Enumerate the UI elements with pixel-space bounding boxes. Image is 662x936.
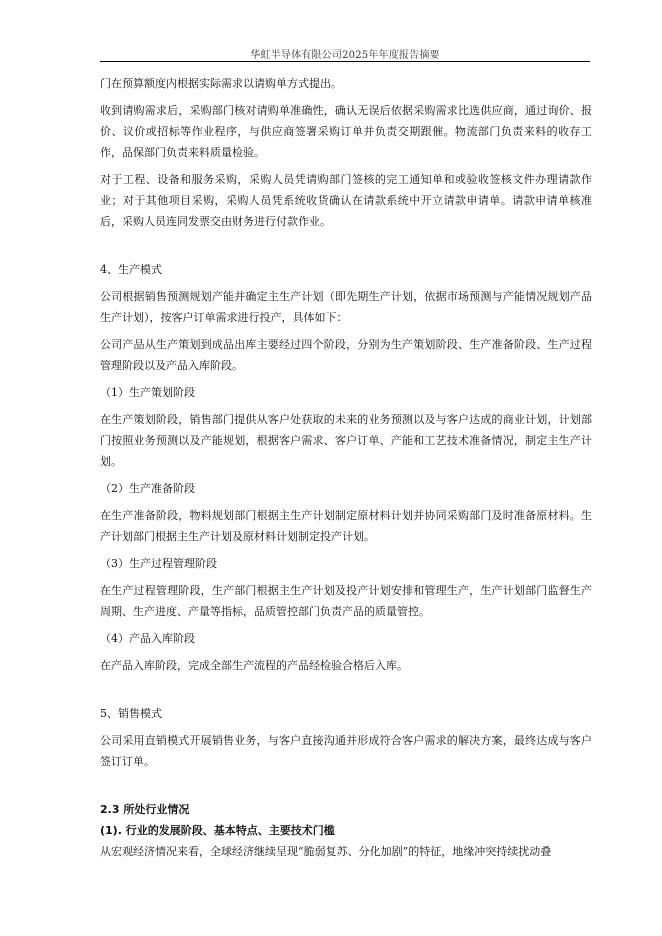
paragraph: 收到请购需求后，采购部门核对请购单准确性，确认无误后依据采购需求比选供应商，通过询价、报价、议价或招标等作业程序，与供应商签署采购订单并负责交期跟催。物流部门负责来料的收存工作，品保部门负责来料质量检验。 bbox=[100, 104, 592, 159]
paragraph: 从宏观经济情况来看，全球经济继续呈现“脆弱复苏、分化加剧”的特征，地缘冲突持续扰动叠 bbox=[100, 845, 552, 858]
paragraph: 公司采用直销模式开展销售业务，与客户直接沟通并形成符合客户需求的解决方案，最终达成与客户签订订单。 bbox=[100, 734, 592, 768]
section-heading-production: 4、生产模式 bbox=[100, 263, 162, 276]
section-heading-sales: 5、销售模式 bbox=[100, 707, 162, 720]
paragraph: 对于工程、设备和服务采购，采购人员凭请购部门签核的完工通知单和或验收签核文件办理请款作业；对于其他项目采购，采购人员凭系统收货确认在请款系统中开立请款申请单。请款申请单核准后，采购人员连同发票交由财务进行付款作业。 bbox=[100, 173, 592, 228]
subsection-heading: （3）生产过程管理阶段 bbox=[100, 557, 217, 570]
paragraph: 公司根据销售预测规划产能并确定主生产计划（即先期生产计划，依据市场预测与产能情况规划产品生产计划），按客户订单需求进行投产，具体如下： bbox=[100, 290, 592, 324]
document-body bbox=[100, 73, 592, 862]
paragraph: 在产品入库阶段，完成全部生产流程的产品经检验合格后入库。 bbox=[100, 659, 408, 672]
paragraph: 门在预算额度内根据实际需求以请购单方式提出。 bbox=[100, 77, 342, 90]
section-heading-industry: 2.3 所处行业情况 bbox=[100, 803, 190, 816]
subsection-heading: （1）生产策划阶段 bbox=[100, 386, 195, 399]
paragraph: 在生产策划阶段，销售部门提供从客户处获取的未来的业务预测以及与客户达成的商业计划，计划部门按照业务预测以及产能规划，根据客户需求、客户订单、产能和工艺技术准备情况，制定主生产计划。 bbox=[100, 413, 592, 468]
subsection-heading-industry-stage: (1). 行业的发展阶段、基本特点、主要技术门槛 bbox=[100, 824, 335, 837]
paragraph: 公司产品从生产策划到成品出库主要经过四个阶段，分别为生产策划阶段、生产准备阶段、生产过程管理阶段以及产品入库阶段。 bbox=[100, 338, 592, 372]
subsection-heading: （2）生产准备阶段 bbox=[100, 482, 195, 495]
paragraph: 在生产过程管理阶段，生产部门根据主生产计划及投产计划安排和管理生产，生产计划部门监督生产周期、生产进度、产量等指标，品质管控部门负责产品的质量管控。 bbox=[100, 584, 592, 618]
page-header: 华虹半导体有限公司2025年年度报告摘要 bbox=[250, 50, 440, 61]
header-divider bbox=[100, 61, 590, 62]
subsection-heading: （4）产品入库阶段 bbox=[100, 632, 195, 645]
paragraph: 在生产准备阶段，物料规划部门根据主生产计划制定原材料计划并协同采购部门及时准备原材料。生产计划部门根据主生产计划及原材料计划制定投产计划。 bbox=[100, 509, 592, 543]
